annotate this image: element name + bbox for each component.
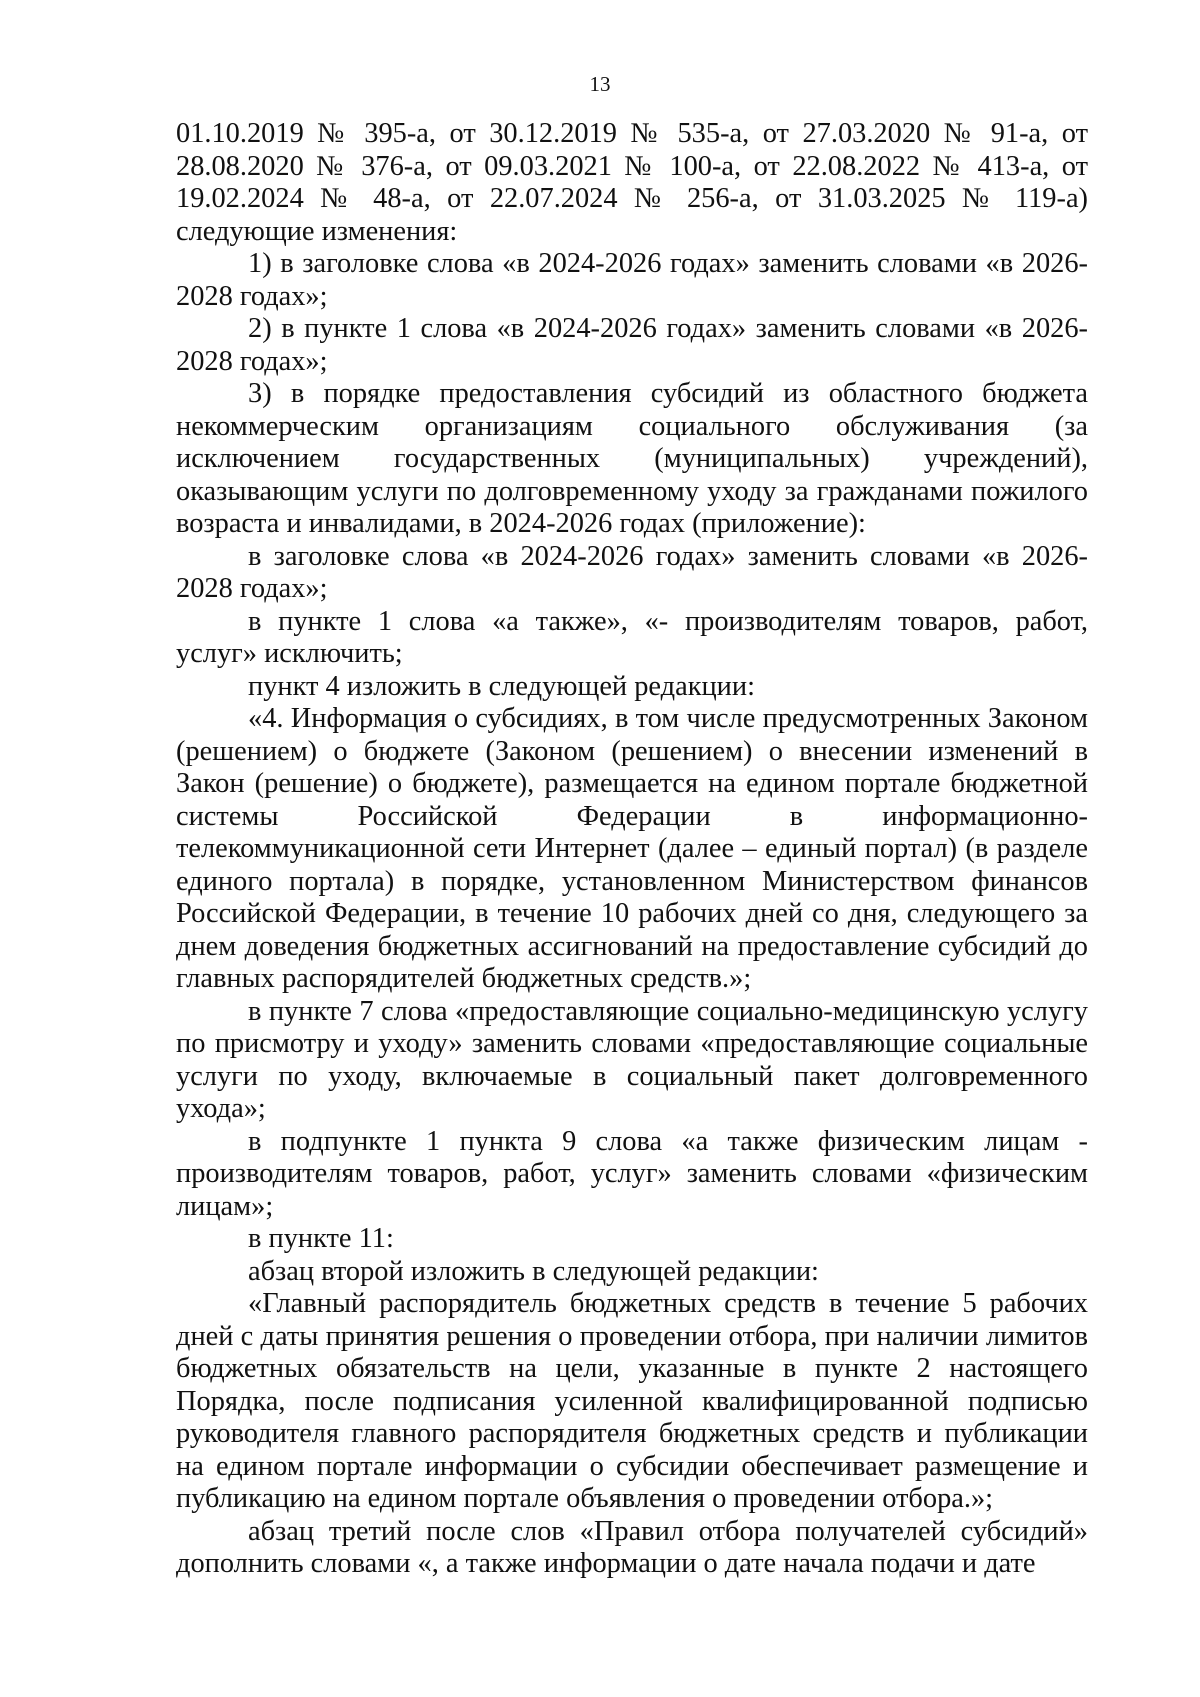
paragraph: 2) в пункте 1 слова «в 2024-2026 годах» заменить словами «в 2026-2028 годах»; [176, 313, 1088, 377]
paragraph: «Главный распорядитель бюджетных средств в течение 5 рабочих дней с даты принятия решения о проведении отбора, при наличии лимитов бюджетных обязательств на цели, указанные в пункте 2 настоящего Порядка, после подписания усиленной квалифицированной подписью руководителя главного распорядителя бюджетных средств и публикации на едином портале информации о субсидии обеспечивает размещение и публикацию на едином портале объявления о проведении отбора.»; [176, 1288, 1088, 1514]
paragraph: в пункте 7 слова «предоставляющие социально-медицинскую услугу по присмотру и уходу» заменить словами «предоставляющие социальные услуги по уходу, включаемые в социальный пакет долговременного ухода»; [176, 995, 1088, 1124]
paragraph: в заголовке слова «в 2024-2026 годах» заменить словами «в 2026-2028 годах»; [176, 540, 1088, 604]
paragraph: 1) в заголовке слова «в 2024-2026 годах» заменить словами «в 2026-2028 годах»; [176, 248, 1088, 312]
page-number: 13 [589, 72, 611, 96]
paragraph: 3) в порядке предоставления субсидий из областного бюджета некоммерческим организациям социального обслуживания (за исключением государственных (муниципальных) учреждений), оказывающим услуги по долговременному уходу за гражданами пожилого возраста и инвалидами, в 2024-2026 годах (приложение): [176, 378, 1088, 539]
paragraph: «4. Информация о субсидиях, в том числе предусмотренных Законом (решением) о бюджете (Законом (решением) о внесении изменений в Закон (решение) о бюджете), размещается на едином портале бюджетной системы Российской Федерации в информационно-телекоммуникационной сети Интернет (далее – единый портал) (в разделе единого портала) в порядке, установленном Министерством финансов Российской Федерации, в течение 10 рабочих дней со дня, следующего за днем доведения бюджетных ассигнований на предоставление субсидий до главных распорядителей бюджетных средств.»; [176, 703, 1088, 994]
paragraph: пункт 4 изложить в следующей редакции: [248, 670, 755, 702]
paragraph: 01.10.2019 № 395-а, от 30.12.2019 № 535-а, от 27.03.2020 № 91-а, от 28.08.2020 № 376-а, от 09.03.2021 № 100-а, от 22.08.2022 № 413-а, от 19.02.2024 № 48-а, от 22.07.2024 № 256-а, от 31.03.2025 № 119-а) следующие изменения: [176, 118, 1088, 247]
document-body [176, 118, 1088, 1581]
paragraph: абзац второй изложить в следующей редакции: [248, 1255, 819, 1287]
paragraph: в подпункте 1 пункта 9 слова «а также физическим лицам - производителям товаров, работ, услуг» заменить словами «физическим лицам»; [176, 1125, 1088, 1222]
paragraph: в пункте 11: [248, 1223, 394, 1254]
paragraph: в пункте 1 слова «а также», «- производителям товаров, работ, услуг» исключить; [176, 605, 1088, 669]
paragraph: абзац третий после слов «Правил отбора получателей субсидий» дополнить словами «, а также информации о дате начала подачи и дате [176, 1515, 1088, 1579]
